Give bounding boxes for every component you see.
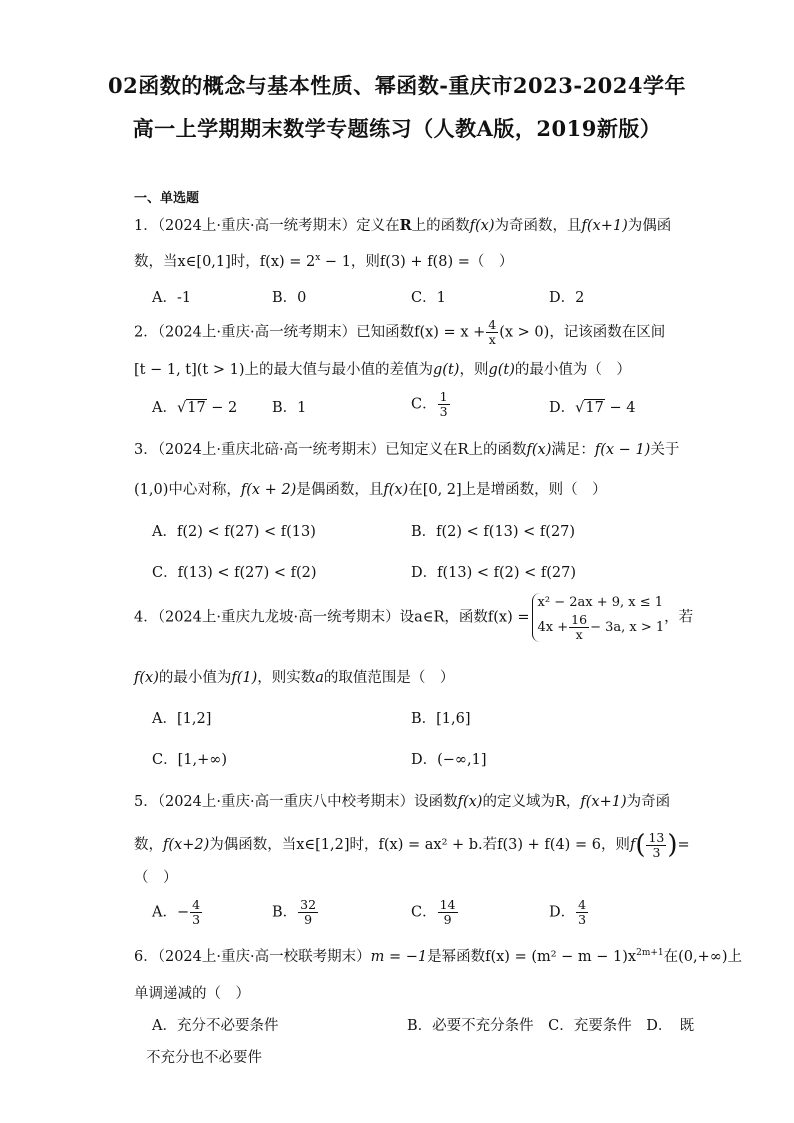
q3-option-a: A．f(2) < f(27) < f(13) [152, 524, 316, 540]
q4-line-2: f(x)的最小值为f(1)，则实数a的取值范围是（ ） [134, 670, 455, 686]
q3-line-2: (1,0)中心对称，f(x + 2)是偶函数，且f(x)在[0, 2]上是增函数，则（ ） [134, 482, 607, 498]
q4-piecewise-brace: x² − 2ax + 9, x ≤ 1 4x + $\frac{16}{x}$ − 3a, x > 1 [532, 593, 665, 642]
q4-line-1: 4．（2024上·重庆九龙坡·高一统考期末）设a∈R，函数f(x) = x² − 2ax + 9, x ≤ 1 4x + $\frac{16}{x}$ − 3a, x > 1 ，若 [134, 595, 694, 642]
q5-option-c: C． $\frac{14}{9}$ [411, 897, 456, 927]
q5-option-d: D． $\frac{4}{3}$ [549, 897, 587, 927]
title-line-2: 高一上学期期末数学专题练习（人教A版，2019新版） [132, 116, 662, 141]
q3-option-b: B．f(2) < f(13) < f(27) [411, 524, 576, 540]
q1-option-c: C．1 [411, 290, 446, 306]
q6-option-a: A．充分不必要条件 [152, 1018, 279, 1034]
q1-option-d: D．2 [549, 290, 585, 306]
q5-option-b: B． $\frac{32}{9}$ [272, 897, 317, 927]
q1-line-1: 1．（2024上·重庆·高一统考期末）定义在R上的函数f(x)为奇函数，且f(x+1)为偶函 [134, 217, 672, 234]
q4-option-b: B．[1,6] [411, 711, 471, 727]
q4-option-c: C．[1,+∞) [152, 752, 227, 768]
q6-options-bcd: B．必要不充分条件 C．充要条件 D． 既 [407, 1018, 695, 1034]
q3-line-1: 3．（2024上·重庆北碚·高一统考期末）已知定义在R上的函数f(x)满足：f(x − 1)关于 [134, 442, 680, 458]
q5-option-a: A．− $\frac{4}{3}$ [152, 897, 201, 927]
q5-line-1: 5．（2024上·重庆·高一重庆八中校考期末）设函数f(x)的定义域为R，f(x+1)为奇函 [134, 794, 671, 810]
q2-line-2: [t − 1, t](t > 1)上的最大值与最小值的差值为g(t)，则g(t)的最小值为（ ） [134, 362, 631, 378]
q1-option-b: B．0 [272, 290, 307, 306]
q5-line-2: 数，f(x+2)为偶函数，当x∈[1,2]时，f(x) = ax² + b.若f(3) + f(4) = 6，则f( $\frac{13}{3}$ )= [134, 829, 690, 860]
q1-line-2: 数，当x∈[0,1]时，$f(x) = 2^x - 1$，则f(3) + f(8) =（ ） [134, 253, 514, 270]
q2-line-1: 2．（2024上·重庆·高一统考期末）已知函数f(x) = x + $\frac{4}{x}$ (x > 0)，记该函数在区间 [134, 317, 666, 347]
q5-line-3: （ ） [134, 870, 178, 886]
q3-option-d: D．f(13) < f(2) < f(27) [411, 565, 577, 581]
q6-line-2: 单调递减的（ ） [134, 986, 250, 1002]
section-heading: 一、单选题 [134, 191, 200, 206]
title-line-1: 02函数的概念与基本性质、幂函数-重庆市2023-2024学年 [107, 73, 687, 98]
q6-line-1: 6．（2024上·重庆·高一校联考期末）m = −1是幂函数$f(x) = (m^2 - m - 1)x^{2m+1}$在(0,+∞)上 [134, 948, 743, 965]
q4-option-d: D．(−∞,1] [411, 752, 487, 768]
q3-option-c: C．f(13) < f(27) < f(2) [152, 565, 317, 581]
q2-option-d: D．√17 − 4 [549, 400, 636, 416]
q2-fraction: $\frac{4}{x}$ [488, 317, 497, 347]
q6-option-d-continued: 不充分也不必要件 [146, 1050, 262, 1066]
q2-option-a: A．√17 − 2 [152, 400, 238, 416]
q2-option-c: C． $\frac{1}{3}$ [411, 389, 448, 419]
q4-option-a: A．[1,2] [152, 711, 212, 727]
q2-option-b: B．1 [272, 400, 307, 416]
q1-option-a: A．-1 [152, 290, 192, 306]
